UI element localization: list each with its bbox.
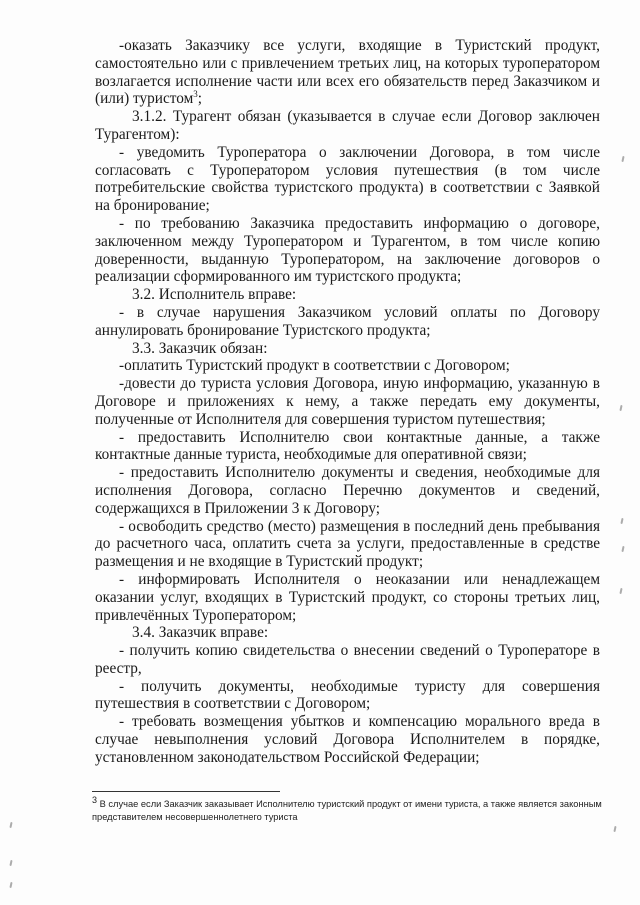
paragraph-text: - предоставить Исполнителю свои контактные данные, а также контактные данные туриста, необходимые для оперативной связи; xyxy=(95,428,600,464)
footnote-marker: 3 xyxy=(92,794,98,805)
paragraph-text: - предоставить Исполнителю документы и сведения, необходимые для исполнения Договора, согласно Перечню документов и сведений, содержащихся в Приложении 3 к Договору; xyxy=(95,464,600,517)
paragraph-text: - получить копию свидетельства о внесении сведений о Туроператоре в реестр, xyxy=(95,642,600,677)
paragraph-tail: ; xyxy=(197,90,203,108)
section-heading xyxy=(95,286,600,304)
paragraph-text: -оказать Заказчику все услуги, входящие в Туристский продукт, самостоятельно или с привлечением третьих лиц, на которых туроператором возлагается исполнение части или всех его обязательств перед Заказчиком и (или) туристом xyxy=(95,37,600,108)
list-item xyxy=(95,713,600,766)
list-item xyxy=(95,571,600,624)
paragraph-text: - в случае нарушения Заказчиком условий оплаты по Договору аннулировать бронирование Туристского продукта; xyxy=(95,303,600,339)
list-item xyxy=(95,429,600,465)
paragraph-text: -довести до туриста условия Договора, иную информацию, указанную в Договоре и приложениях к нему, а также передать ему документы, полученные от Исполнителя для совершения туристом путешествия; xyxy=(95,375,600,428)
list-item xyxy=(95,304,600,340)
footnote-separator xyxy=(92,791,280,792)
footnote-text: В случае если Заказчик заказывает Исполнителю туристский продукт от имени туриста, а также является законным представителем несовершеннолетнего туриста xyxy=(92,799,602,822)
list-item xyxy=(95,37,600,108)
paragraph-text: 3.2. Исполнитель вправе: xyxy=(132,286,297,304)
section-heading xyxy=(95,108,600,144)
paragraph-text: - уведомить Туроператора о заключении Договора, в том числе согласовать с Туроператором условия путешествия (в том числе потребительские свойства туристского продукта) в соответствии с Заявкой на бронирование; xyxy=(95,143,600,215)
list-item xyxy=(95,518,600,571)
list-item xyxy=(95,144,600,215)
paragraph-text: 3.1.2. Турагент обязан (указывается в случае если Договор заключен Турагентом): xyxy=(95,108,600,143)
paragraph-text: - получить документы, необходимые туристу для совершения путешествия в соответствии с Договором; xyxy=(95,677,600,713)
paragraph-text: 3.4. Заказчик вправе: xyxy=(132,624,269,642)
paragraph-text: - освободить средство (место) размещения в последний день пребывания до расчетного часа, оплатить счета за услуги, предоставленные в средстве размещения и не входящие в Туристский продукт; xyxy=(95,517,600,571)
paragraph-text: -оплатить Туристский продукт в соответствии с Договором; xyxy=(119,357,510,375)
paragraph-text: - информировать Исполнителя о неоказании или ненадлежащем оказании услуг, входящих в Туристский продукт, со стороны третьих лиц, привлечённых Туроператором; xyxy=(95,570,600,624)
section-heading xyxy=(95,340,600,358)
list-item xyxy=(95,357,600,375)
paragraph-text: - требовать возмещения убытков и компенсацию морального вреда в случае невыполнения условий Договора Исполнителем в порядке, установленном законодательством Российской Федерации; xyxy=(95,713,600,766)
list-item xyxy=(95,375,600,428)
footnote-ref: 3 xyxy=(193,89,198,100)
paragraph-text: - по требованию Заказчика предоставить информацию о договоре, заключенном между Туроператором и Турагентом, в том числе копию доверенности, выданную Туроператором, на заключение договоров о реализации сформированного им туристского продукта; xyxy=(95,214,600,286)
list-item xyxy=(95,215,600,286)
footnote xyxy=(92,794,602,824)
list-item xyxy=(95,642,600,678)
section-heading xyxy=(95,624,600,642)
list-item xyxy=(95,678,600,714)
document-body xyxy=(95,37,600,767)
paragraph-text: 3.3. Заказчик обязан: xyxy=(132,339,268,357)
list-item xyxy=(95,464,600,517)
